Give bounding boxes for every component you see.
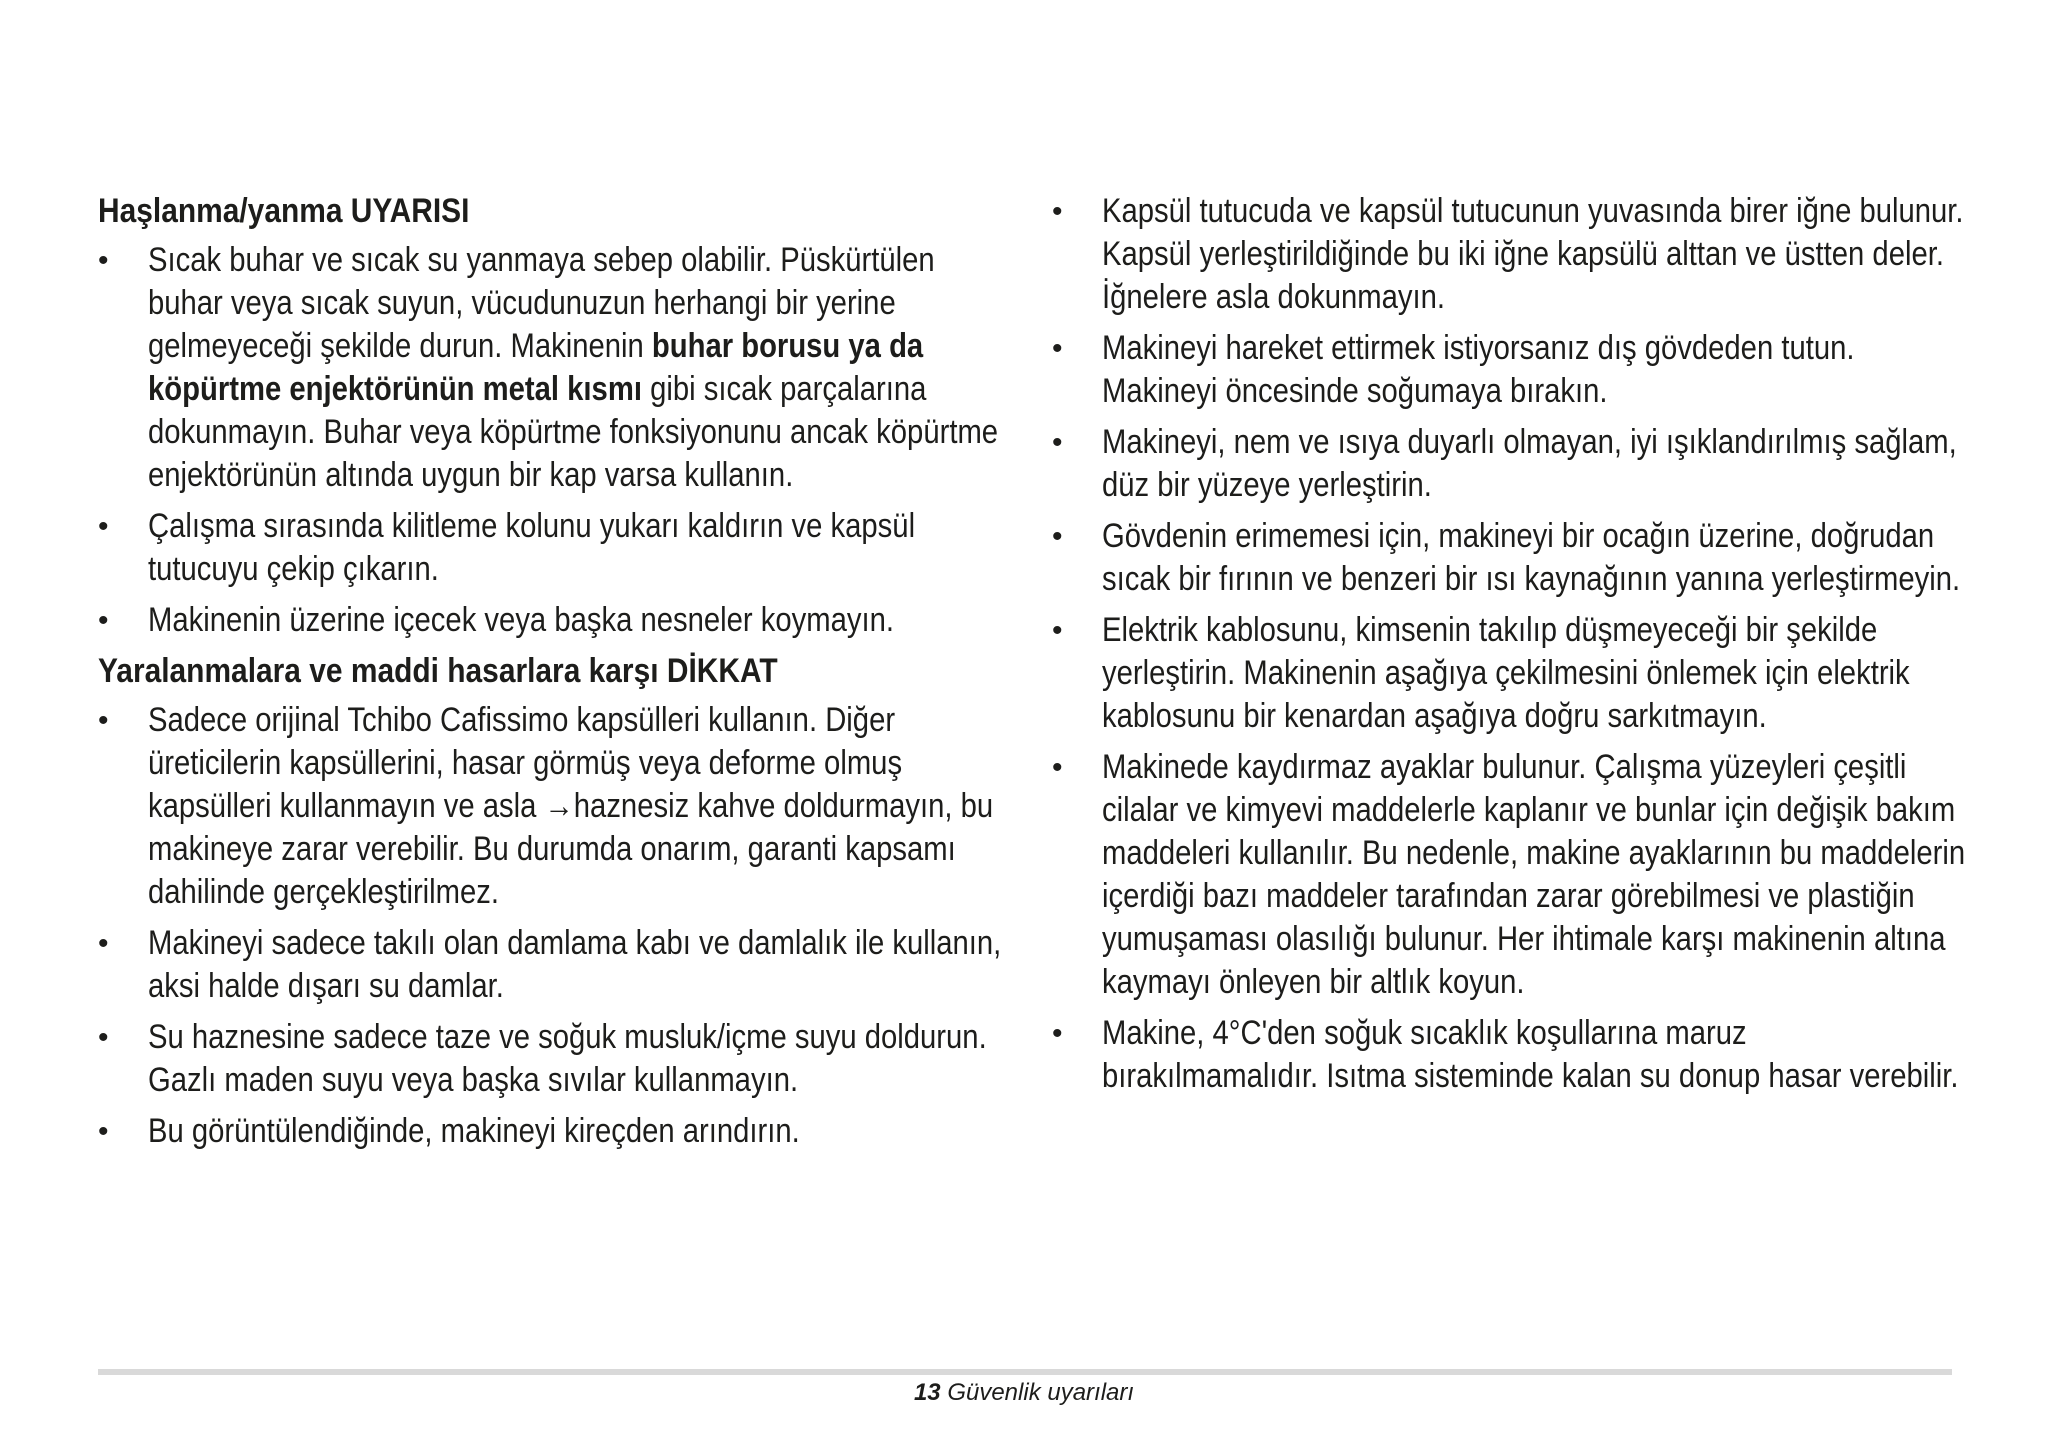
list-item-text: Makinede kaydırmaz ayaklar bulunur. Çalışma yüzeyleri çeşitli cilalar ve kimyevi maddelerle kaplanır ve bunlar için değişik bakım maddeleri kullanılır. Bu nedenle, makine ayaklarının bu maddelerin içerdiği bazı maddeler tarafından zarar görebilmesi ve plastiğin yumuşaması olasılığı bulunur. Her ihtimale karşı makinenin altına kaymayı önleyen bir altlık koyun. [1102, 748, 1966, 1001]
list-item-text: Sadece orijinal Tchibo Cafissimo kapsülleri kullanın. Diğer üreticilerin kapsüllerini, hasar görmüş veya deforme olmuş kapsülleri kullanmayın ve asla →haznesiz kahve doldurmayın, bu makineye zarar verebilir. Bu durumda onarım, garanti kapsamı dahilinde gerçekleştirilmez. [148, 701, 994, 911]
bullet-icon: • [98, 1115, 109, 1148]
list-item-text: Elektrik kablosunu, kimsenin takılıp düşmeyeceği bir şekilde yerleştirin. Makinenin aşağıya çekilmesini önlemek için elektrik kablosunu bir kenardan aşağıya doğru sarkıtmayın. [1102, 611, 1910, 735]
right-safety-list [1052, 190, 1972, 1098]
bullet-icon: • [98, 510, 109, 543]
list-item [98, 1016, 1018, 1102]
list-item [1052, 515, 1972, 601]
list-item [98, 922, 1018, 1008]
footer-divider [98, 1369, 1952, 1375]
list-item-text: Bu görüntülendiğinde, makineyi kireçden arındırın. [148, 1112, 800, 1150]
list-item-text: Sıcak buhar ve sıcak su yanmaya sebep olabilir. Püskürtülen buhar veya sıcak suyun, vücudunuzun herhangi bir yerine gelmeyeceği şekilde durun. Makinenin buhar borusu ya da köpürtme enjektörünün metal kısmı gibi sıcak parçalarına dokunmayın. Buhar veya köpürtme fonksiyonunu ancak köpürtme enjektörünün altında uygun bir kap varsa kullanın. [148, 241, 999, 494]
left-column [98, 190, 1018, 1161]
list-item [1052, 190, 1972, 319]
bullet-icon: • [1052, 614, 1063, 647]
list-item [1052, 609, 1972, 738]
page-number: 13 [913, 1379, 941, 1406]
list-item-text: Gövdenin erimemesi için, makineyi bir ocağın üzerine, doğrudan sıcak bir fırının ve benzeri bir ısı kaynağının yanına yerleştirmeyin. [1102, 517, 1961, 598]
list-item-text: Çalışma sırasında kilitleme kolunu yukarı kaldırın ve kapsül tutucuyu çekip çıkarın. [148, 507, 916, 588]
injury-caution-list [98, 699, 1018, 1153]
list-item [1052, 421, 1972, 507]
list-item [98, 239, 1018, 497]
bullet-icon: • [1052, 195, 1063, 228]
bold-emphasis: buhar borusu ya da köpürtme enjektörünün metal kısmı [148, 327, 924, 408]
list-item-text: Makineyi, nem ve ısıya duyarlı olmayan, iyi ışıklandırılmış sağlam, düz bir yüzeye yerleştirin. [1102, 423, 1957, 504]
section-heading-injury-caution: Yaralanmalara ve maddi hasarlara karşı DİKKAT [98, 652, 778, 690]
bullet-icon: • [1052, 520, 1063, 553]
list-item-text: Makine, 4°C'den soğuk sıcaklık koşullarına maruz bırakılmamalıdır. Isıtma sisteminde kalan su donup hasar verebilir. [1102, 1014, 1959, 1095]
list-item-text: Su haznesine sadece taze ve soğuk musluk/içme suyu doldurun. Gazlı maden suyu veya başka sıvılar kullanmayın. [148, 1018, 987, 1099]
page-footer [0, 1378, 2048, 1408]
list-item [1052, 746, 1972, 1004]
list-item [98, 699, 1018, 914]
section-heading-scalding-warning: Haşlanma/yanma UYARISI [98, 192, 470, 230]
list-item-text: Makineyi sadece takılı olan damlama kabı ve damlalık ile kullanın, aksi halde dışarı su damlar. [148, 924, 1002, 1005]
bullet-icon: • [98, 244, 109, 277]
bullet-icon: • [1052, 332, 1063, 365]
right-column [1052, 190, 1972, 1106]
bullet-icon: • [98, 704, 109, 737]
bullet-icon: • [1052, 1017, 1063, 1050]
list-item-text: Makineyi hareket ettirmek istiyorsanız dış gövdeden tutun. Makineyi öncesinde soğumaya bırakın. [1102, 329, 1855, 410]
list-item [98, 599, 1018, 642]
footer-section-title: Güvenlik uyarıları [947, 1379, 1135, 1406]
list-item [98, 1110, 1018, 1153]
scalding-warning-list [98, 239, 1018, 642]
list-item [1052, 327, 1972, 413]
bullet-icon: • [98, 927, 109, 960]
list-item-text: Makinenin üzerine içecek veya başka nesneler koymayın. [148, 601, 895, 639]
bullet-icon: • [1052, 426, 1063, 459]
list-item [1052, 1012, 1972, 1098]
list-item [98, 505, 1018, 591]
bullet-icon: • [98, 1021, 109, 1054]
list-item-text: Kapsül tutucuda ve kapsül tutucunun yuvasında birer iğne bulunur. Kapsül yerleştirildiğinde bu iki iğne kapsülü alttan ve üstten deler. İğnelere asla dokunmayın. [1102, 192, 1964, 316]
bullet-icon: • [98, 604, 109, 637]
bullet-icon: • [1052, 751, 1063, 784]
